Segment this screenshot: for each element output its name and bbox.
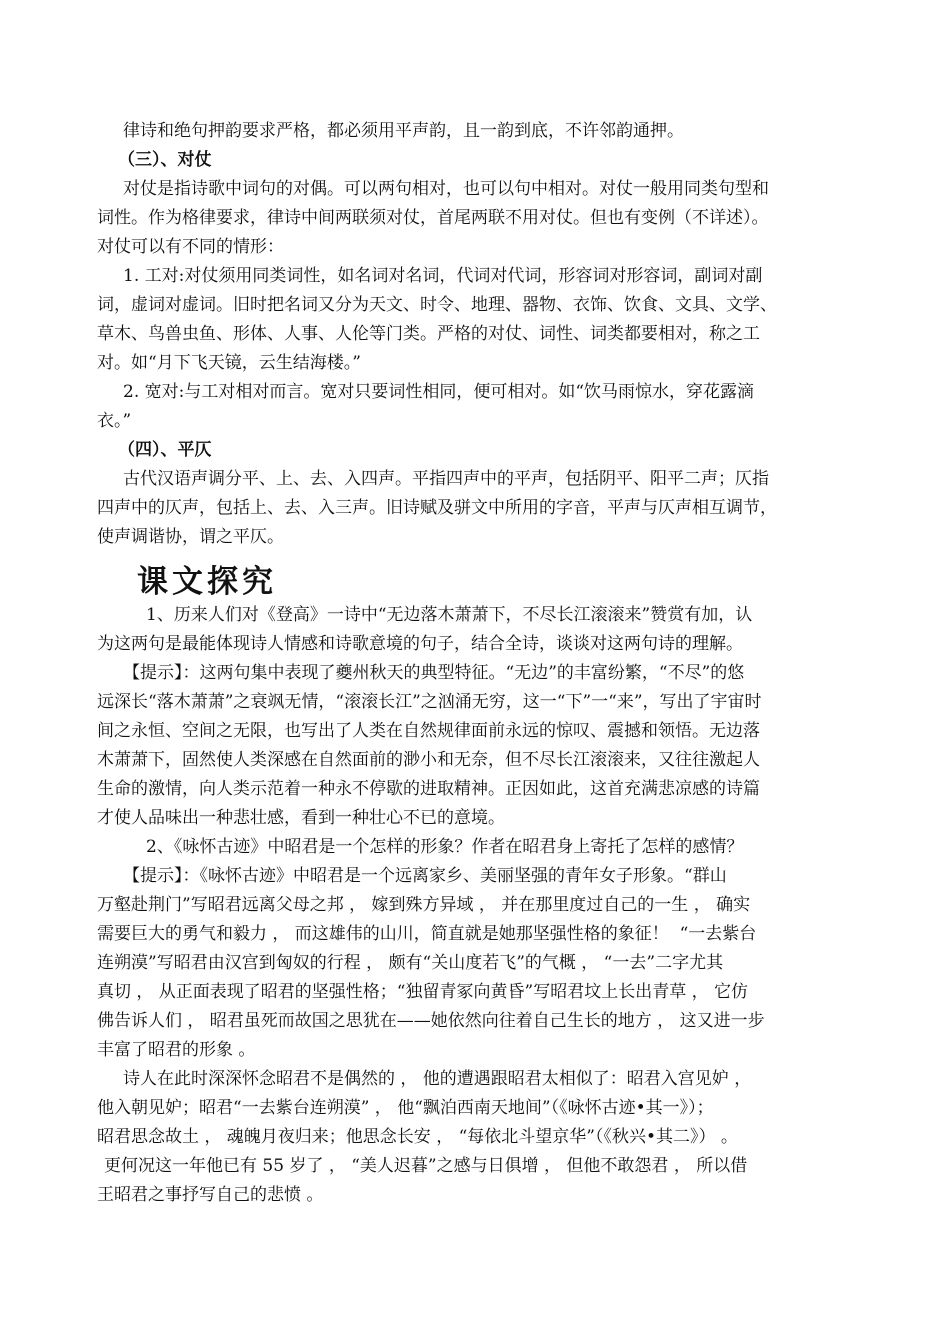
paragraph-line: 1. 工对:对仗须用同类词性，如名词对名词，代词对代词，形容词对形容词，副词对副 [123,266,763,286]
question-line: 1、历来人们对《登高》一诗中“无边落木萧萧下，不尽长江滚滚来”赞赏有加，认 [146,605,753,625]
paragraph-line: 王昭君之事抒写自己的悲愤 。 [97,1185,324,1205]
hint-line: 需要巨大的勇气和毅力 ， 而这雄伟的山川，简直就是她那坚强性格的象征！ “一去紫台 [97,924,757,944]
hint-line: 远深长“落木萧萧”之衰飒无情，“滚滚长江”之汹涌无穷，这一“下”一“来”，写出了宇宙时 [97,692,762,712]
paragraph-line: 诗人在此时深深怀念昭君不是偶然的 ， 他的遭遇跟昭君太相似了：昭君入宫见妒 ， [123,1069,752,1089]
paragraph-line: 律诗和绝句押韵要求严格，都必须用平声韵，且一韵到底，不许邻韵通押。 [123,121,684,141]
hint-line: 生命的激情，向人类示范着一种永不停歇的进取精神。正因如此，这首充满悲凉感的诗篇 [97,779,760,799]
hint-line: 佛告诉人们 ， 昭君虽死而故国之思犹在——她依然向往着自己生长的地方 ， 这又进一步 [97,1011,765,1031]
question-line: 2、《咏怀古迹》中昭君是一个怎样的形象？作者在昭君身上寄托了怎样的感情？ [146,837,744,857]
hint-line: 才使人品味出一种悲壮感，看到一种壮心不已的意境。 [97,808,505,828]
question-line: 为这两句是最能体现诗人情感和诗歌意境的句子，结合全诗，谈谈对这两句诗的理解。 [97,634,743,654]
paragraph-line: 四声中的仄声，包括上、去、入三声。旧诗赋及骈文中所用的字音，平声与仄声相互调节， [97,498,777,518]
paragraph-line: 古代汉语声调分平、上、去、入四声。平指四声中的平声，包括阴平、阳平二声；仄指 [123,469,769,489]
subsection-heading-pingze: （四）、平仄 [118,440,212,460]
paragraph-line: 词性。作为格律要求，律诗中间两联须对仗，首尾两联不用对仗。但也有变例（不详述）。 [97,208,769,228]
hint-line: 连朔漠”写昭君由汉宫到匈奴的行程 ， 颇有“关山度若飞”的气概 ， “一去”二字尤其 [97,953,724,973]
hint-line: 【提示】：这两句集中表现了夔州秋天的典型特征。“无边”的丰富纷繁，“不尽”的悠 [123,663,745,683]
hint-line: 丰富了昭君的形象 。 [97,1040,256,1060]
paragraph-line: 他入朝见妒；昭君“一去紫台连朔漠” ， 他“飘泊西南天地间”（《咏怀古迹•其一》）； [97,1098,714,1118]
paragraph-line: 对仗可以有不同的情形： [97,237,284,257]
hint-line: 木萧萧下，固然使人类深感在自然面前的渺小和无奈，但不尽长江滚滚来，又往往激起人 [97,750,760,770]
paragraph-line: 衣。” [97,411,132,431]
paragraph-line: 对仗是指诗歌中词句的对偶。可以两句相对，也可以句中相对。对仗一般用同类句型和 [123,179,769,199]
paragraph-line: 草木、鸟兽虫鱼、形体、人事、人伦等门类。严格的对仗、词性、词类都要相对，称之工 [97,324,760,344]
paragraph-line: 词，虚词对虚词。旧时把名词又分为天文、时令、地理、器物、衣饰、饮食、文具、文学、 [97,295,777,315]
hint-line: 间之永恒、空间之无限，也写出了人类在自然规律面前永远的惊叹、震撼和领悟。无边落 [97,721,760,741]
section-title: 课文探究 [137,564,277,600]
paragraph-line: 使声调谐协，谓之平仄。 [97,527,284,547]
hint-line: 真切 ， 从正面表现了昭君的坚强性格；“独留青冢向黄昏”写昭君坟上长出青草 ， 它仿 [97,982,748,1002]
paragraph-line: 更何况这一年他已有 55 岁了 ， “美人迟暮”之感与日俱增 ， 但他不敢怨君 ， 所以借 [104,1156,748,1176]
paragraph-line: 2. 宽对:与工对相对而言。宽对只要词性相同，便可相对。如“饮马雨惊水，穿花露滴 [123,382,755,402]
subsection-heading-duizhang: （三）、对仗 [118,150,212,170]
hint-line: 【提示】：《咏怀古迹》中昭君是一个远离家乡、美丽坚强的青年女子形象。“群山 [123,866,727,886]
hint-line: 万壑赴荆门”写昭君远离父母之邦 ， 嫁到殊方异域 ， 并在那里度过自己的一生 ， 确实 [97,895,751,915]
paragraph-line: 对。如“月下飞天镜，云生结海楼。” [97,353,361,373]
paragraph-line: 昭君思念故土 ， 魂魄月夜归来；他思念长安 ， “每依北斗望京华”（《秋兴•其二》） 。 [97,1127,738,1147]
